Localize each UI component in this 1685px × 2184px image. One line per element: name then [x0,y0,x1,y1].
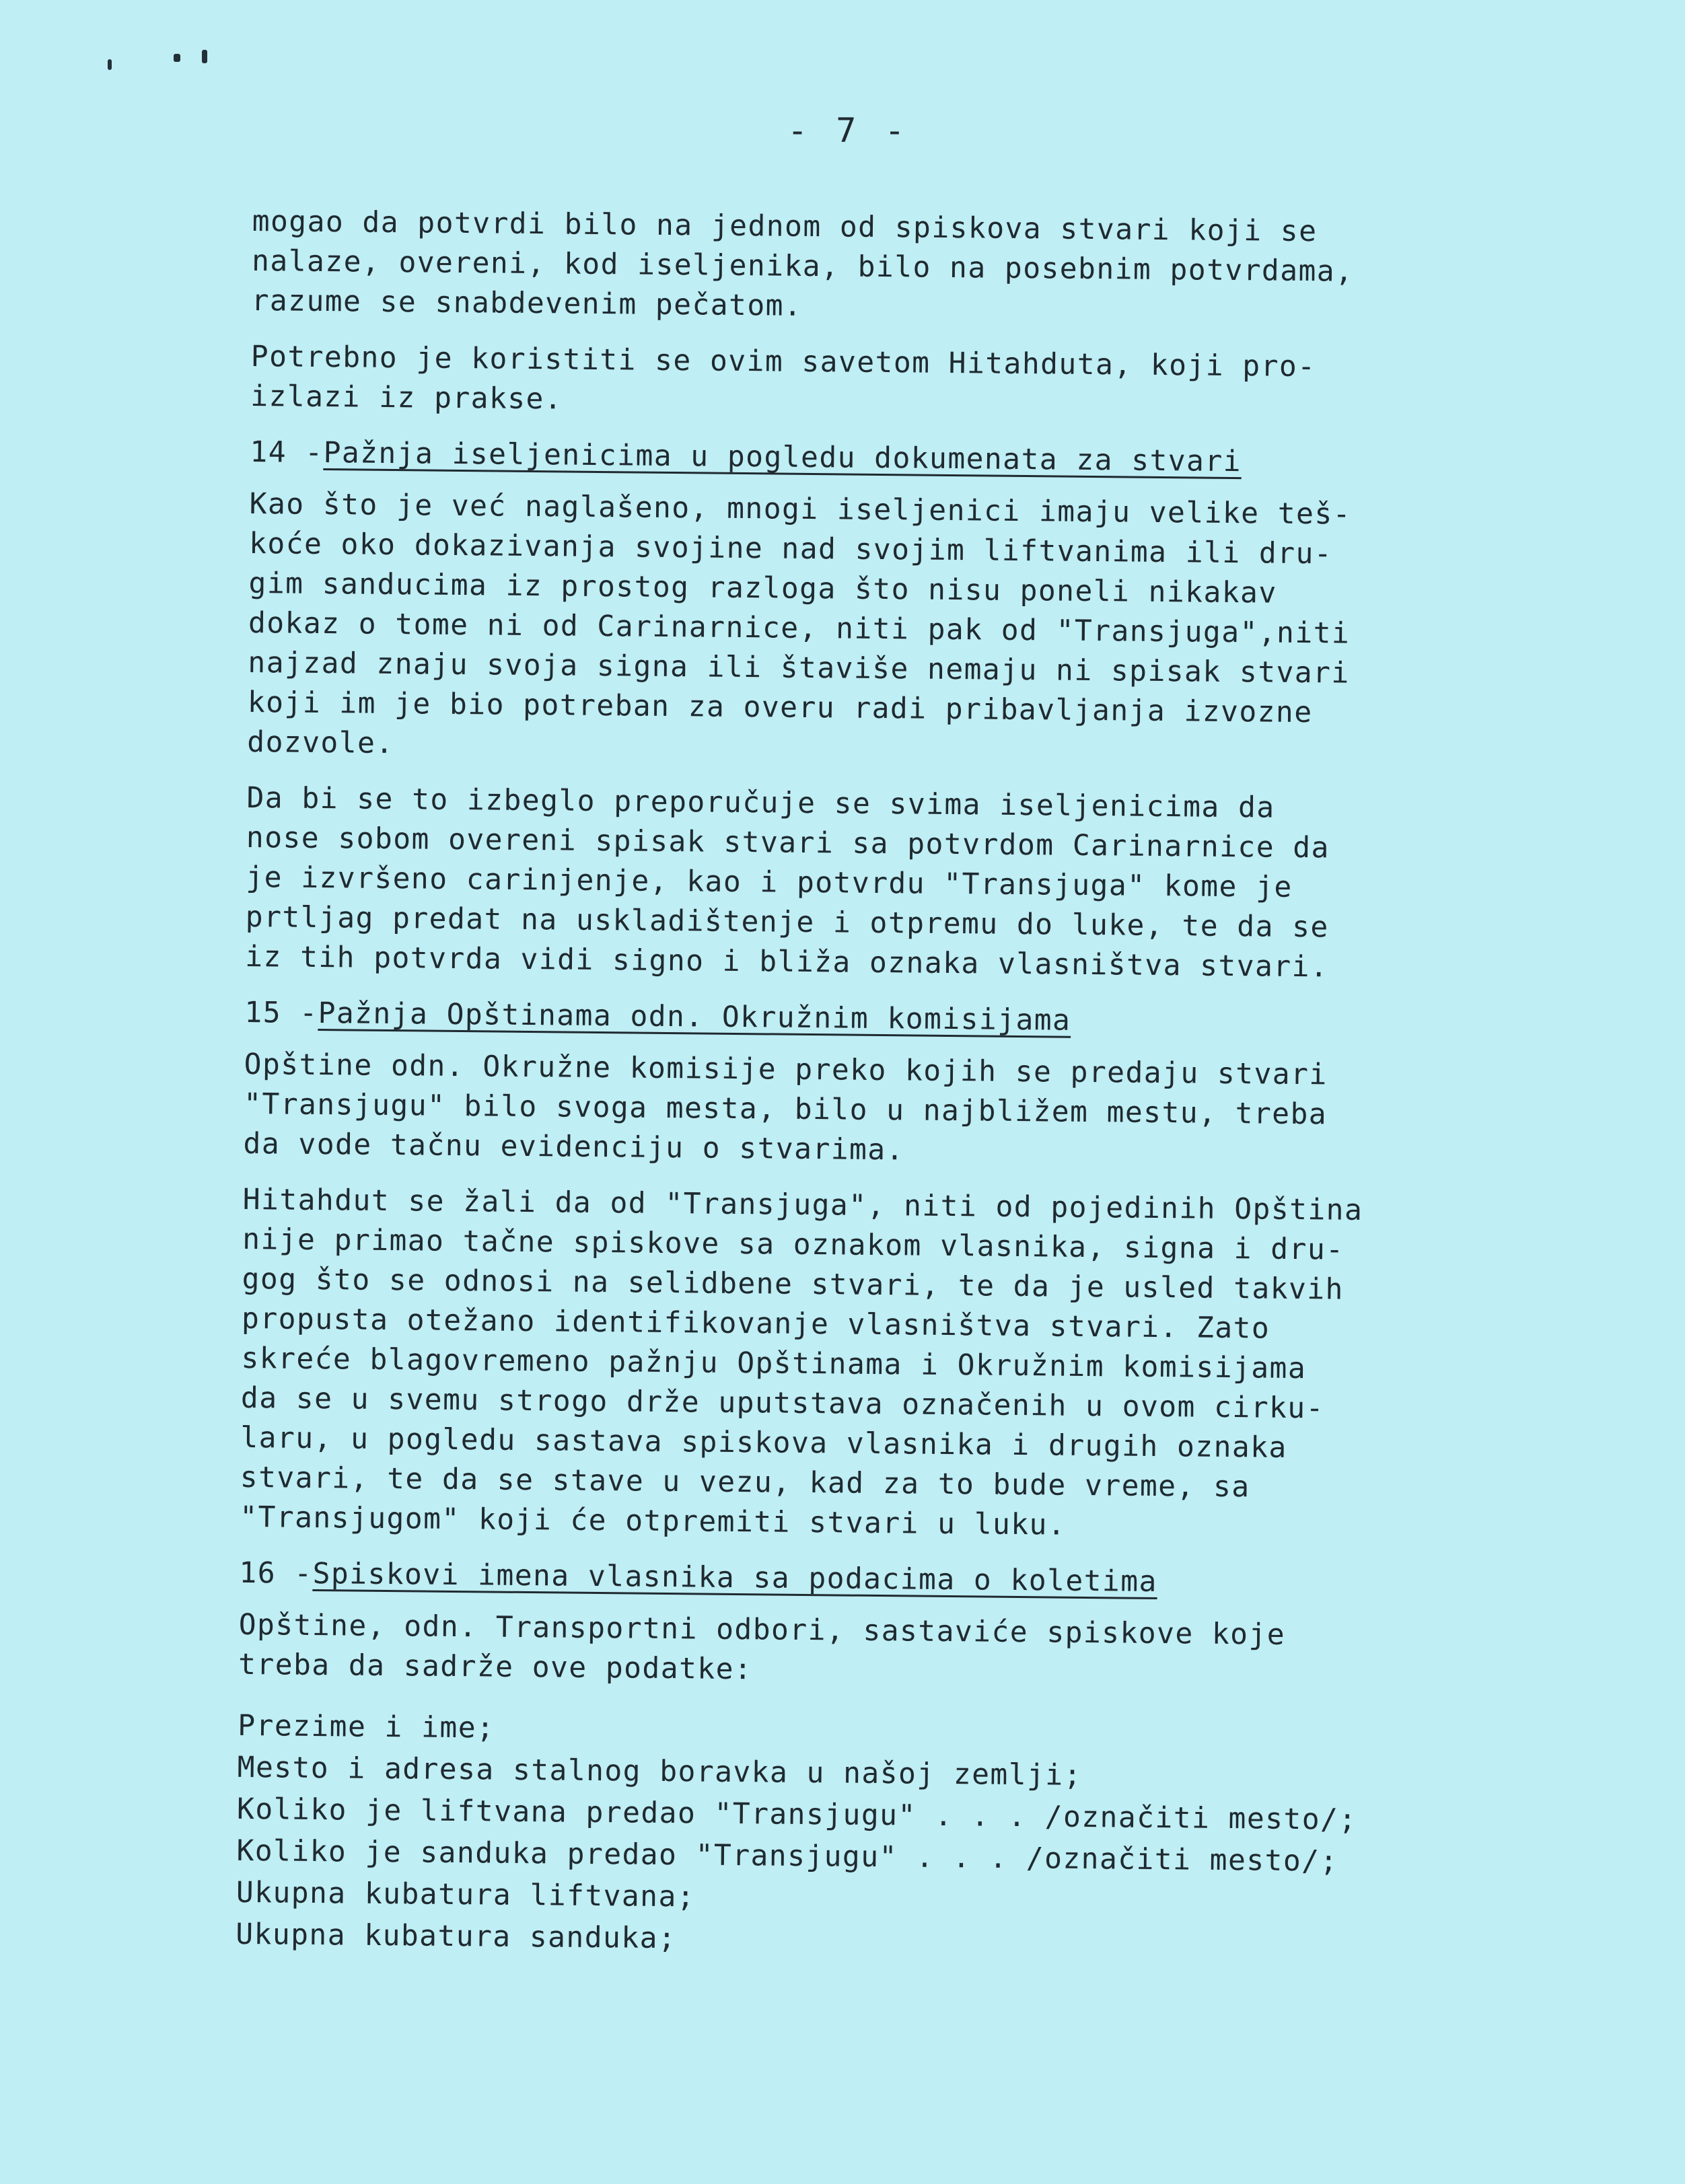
paragraph: mogao da potvrdi bilo na jednom od spiskova stvari koji se nalaze, overeni, kod iseljenika, bilo na posebnim potvrdama, razume se snabdevenim pečatom. [251,204,1354,323]
list-item: Prezime i ime; [238,1708,495,1745]
paragraph: Hitahdut se žali da od "Transjuga", niti od pojedinih Opština nije primao tačne spiskove sa oznakom vlasnika, signa i dru- gog što se odnosi na selidbene stvari, te da je usled takvih propusta otežano identifikovanje vlasništva stvari. Zato skreće blagovremeno pažnju Opštinama i Okružnim komisijama da se u svemu strogo drže uputstava označenih u ovom cirku- laru, u pogledu sastava spiskova vlasnika i drugih oznaka stvari, te da se stave u vezu, kad za to bude vreme, sa "Transjugom" koji će otpremiti stvari u luku. [239,1182,1363,1542]
section-title: Spiskovi imena vlasnika sa podacima o koletima [312,1556,1158,1599]
section-number: 14 - [250,435,324,470]
section-15-heading [244,993,1523,1045]
list-item: Koliko je sanduka predao "Transjugu" . . . /označiti mesto/; [236,1833,1338,1879]
list-item: Ukupna kubatura liftvana; [236,1875,696,1914]
section-title: Pažnja iseljenicima u pogledu dokumenata za stvari [323,436,1242,479]
section-16-heading [239,1554,1517,1605]
corner-mark [202,50,207,63]
page-number: - 7 - [787,111,909,150]
paragraph: Opštine, odn. Transportni odbori, sastaviće spiskove koje treba da sadrže ove podatke: [238,1607,1286,1687]
section-number: 15 - [244,995,318,1030]
paragraph: Potrebno je koristiti se ovim savetom Hitahduta, koji pro- izlazi iz prakse. [250,339,1316,416]
paragraph: Da bi se to izbeglo preporučuje se svima iseljenicima da nose sobom overeni spisak stvari sa potvrdom Carinarnice da je izvršeno carinjenje, kao i potvrdu "Transjuga" kome je prtljag predat na uskladištenje i otpremu do luke, te da se iz tih potvrda vidi signo i bliža oznaka vlasništva stvari. [244,780,1330,984]
data-fields-list [236,1705,1516,1967]
list-item: Koliko je liftvana predao "Transjugu" . . . /označiti mesto/; [236,1792,1357,1837]
section-number: 16 - [239,1556,313,1591]
list-item: Ukupna kubatura sanduka; [236,1917,677,1956]
section-title: Pažnja Opštinama odn. Okružnim komisijama [318,996,1071,1038]
document-body [236,202,1531,1967]
corner-mark [174,54,180,62]
list-item: Mesto i adresa stalnog boravka u našoj zemlji; [237,1750,1083,1792]
paragraph: Kao što je već naglašeno, mnogi iseljenici imaju velike teš- koće oko dokazivanja svojine nad svojim liftvanima ili dru- gim sanducima iz prostog razloga što nisu poneli nikakav dokaz o tome ni od Carinarnice, niti pak od "Transjuga",niti najzad znaju svoja signa ili štaviše nemaju ni spisak stvari koji im je bio potreban za overu radi pribavljanja izvozne dozvole. [247,486,1352,761]
section-14-heading [250,433,1528,484]
paragraph: Opštine odn. Okružne komisije preko kojih se predaju stvari "Transjugu" bilo svoga mesta, bilo u najbližem mestu, treba da vode tačnu evidenciju o stvarima. [243,1047,1328,1167]
corner-mark [108,59,112,70]
